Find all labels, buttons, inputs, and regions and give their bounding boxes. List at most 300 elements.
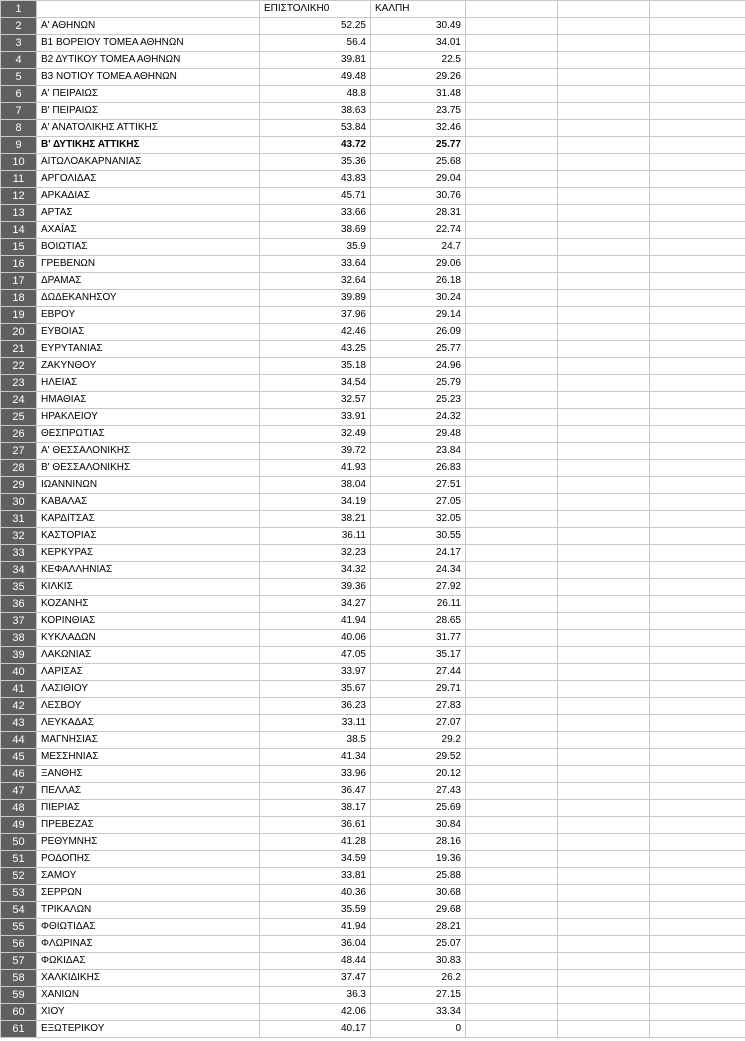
cell[interactable] <box>650 545 745 562</box>
row-header[interactable]: 61 <box>1 1021 37 1038</box>
cell[interactable] <box>466 817 558 834</box>
region-name-cell[interactable]: Β2 ΔΥΤΙΚΟΥ ΤΟΜΕΑ ΑΘΗΝΩΝ <box>37 52 260 69</box>
cell[interactable] <box>558 120 650 137</box>
row-header[interactable]: 29 <box>1 477 37 494</box>
cell[interactable] <box>650 732 745 749</box>
cell[interactable] <box>466 239 558 256</box>
cell[interactable] <box>558 647 650 664</box>
cell[interactable] <box>466 120 558 137</box>
region-name-cell[interactable]: ΛΕΥΚΑΔΑΣ <box>37 715 260 732</box>
region-name-cell[interactable]: ΔΡΑΜΑΣ <box>37 273 260 290</box>
cell[interactable] <box>466 290 558 307</box>
epistoliki-value-cell[interactable]: 34.19 <box>260 494 371 511</box>
row-header[interactable]: 27 <box>1 443 37 460</box>
row-header[interactable]: 58 <box>1 970 37 987</box>
region-name-cell[interactable]: ΗΡΑΚΛΕΙΟΥ <box>37 409 260 426</box>
row-header[interactable]: 59 <box>1 987 37 1004</box>
row-header[interactable]: 48 <box>1 800 37 817</box>
kalpi-value-cell[interactable]: 30.49 <box>371 18 466 35</box>
cell[interactable] <box>466 409 558 426</box>
cell[interactable] <box>650 52 745 69</box>
cell[interactable] <box>466 919 558 936</box>
cell[interactable] <box>466 613 558 630</box>
epistoliki-value-cell[interactable]: 36.47 <box>260 783 371 800</box>
kalpi-value-cell[interactable]: 25.79 <box>371 375 466 392</box>
epistoliki-value-cell[interactable]: 47.05 <box>260 647 371 664</box>
cell[interactable] <box>650 596 745 613</box>
kalpi-value-cell[interactable]: 26.2 <box>371 970 466 987</box>
row-header[interactable]: 11 <box>1 171 37 188</box>
region-name-cell[interactable]: ΧΑΝΙΩΝ <box>37 987 260 1004</box>
region-name-cell[interactable]: Β' ΠΕΙΡΑΙΩΣ <box>37 103 260 120</box>
cell[interactable] <box>466 732 558 749</box>
kalpi-value-cell[interactable]: 32.46 <box>371 120 466 137</box>
row-header[interactable]: 18 <box>1 290 37 307</box>
epistoliki-value-cell[interactable]: 40.17 <box>260 1021 371 1038</box>
cell[interactable] <box>650 324 745 341</box>
region-name-cell[interactable]: Β' ΘΕΣΣΑΛΟΝΙΚΗΣ <box>37 460 260 477</box>
kalpi-value-cell[interactable]: 29.71 <box>371 681 466 698</box>
row-header[interactable]: 55 <box>1 919 37 936</box>
cell[interactable] <box>650 460 745 477</box>
kalpi-value-cell[interactable]: 30.55 <box>371 528 466 545</box>
cell[interactable] <box>558 987 650 1004</box>
cell[interactable] <box>650 18 745 35</box>
row-header[interactable]: 37 <box>1 613 37 630</box>
kalpi-value-cell[interactable]: 27.07 <box>371 715 466 732</box>
region-name-cell[interactable]: Β' ΔΥΤΙΚΗΣ ΑΤΤΙΚΗΣ <box>37 137 260 154</box>
cell[interactable] <box>650 290 745 307</box>
cell[interactable] <box>650 817 745 834</box>
row-header[interactable]: 54 <box>1 902 37 919</box>
row-header[interactable]: 42 <box>1 698 37 715</box>
row-header[interactable]: 2 <box>1 18 37 35</box>
row-header[interactable]: 12 <box>1 188 37 205</box>
kalpi-value-cell[interactable]: 30.83 <box>371 953 466 970</box>
epistoliki-value-cell[interactable]: 33.91 <box>260 409 371 426</box>
cell[interactable] <box>558 681 650 698</box>
epistoliki-value-cell[interactable]: 35.18 <box>260 358 371 375</box>
cell[interactable] <box>558 511 650 528</box>
cell[interactable] <box>558 375 650 392</box>
kalpi-value-cell[interactable]: 25.23 <box>371 392 466 409</box>
region-name-cell[interactable]: ΧΙΟΥ <box>37 1004 260 1021</box>
cell[interactable] <box>466 494 558 511</box>
epistoliki-value-cell[interactable]: 36.23 <box>260 698 371 715</box>
cell[interactable] <box>650 1004 745 1021</box>
cell[interactable] <box>558 341 650 358</box>
cell[interactable] <box>650 154 745 171</box>
region-name-cell[interactable]: ΡΟΔΟΠΗΣ <box>37 851 260 868</box>
cell[interactable] <box>650 613 745 630</box>
kalpi-value-cell[interactable]: 29.04 <box>371 171 466 188</box>
region-name-cell[interactable]: ΜΑΓΝΗΣΙΑΣ <box>37 732 260 749</box>
kalpi-value-cell[interactable]: 29.68 <box>371 902 466 919</box>
epistoliki-value-cell[interactable]: 38.17 <box>260 800 371 817</box>
kalpi-value-cell[interactable]: 26.83 <box>371 460 466 477</box>
epistoliki-value-cell[interactable]: 33.81 <box>260 868 371 885</box>
region-name-cell[interactable]: ΕΥΒΟΙΑΣ <box>37 324 260 341</box>
cell[interactable] <box>558 545 650 562</box>
cell[interactable] <box>558 902 650 919</box>
epistoliki-value-cell[interactable]: 38.63 <box>260 103 371 120</box>
kalpi-value-cell[interactable]: 28.16 <box>371 834 466 851</box>
row-header[interactable]: 31 <box>1 511 37 528</box>
region-name-cell[interactable]: ΑΧΑΪΑΣ <box>37 222 260 239</box>
row-header[interactable]: 6 <box>1 86 37 103</box>
cell[interactable] <box>650 562 745 579</box>
cell[interactable] <box>650 86 745 103</box>
row-header[interactable]: 60 <box>1 1004 37 1021</box>
kalpi-value-cell[interactable]: 22.5 <box>371 52 466 69</box>
kalpi-value-cell[interactable]: 30.24 <box>371 290 466 307</box>
epistoliki-value-cell[interactable]: 34.27 <box>260 596 371 613</box>
region-name-cell[interactable]: ΠΡΕΒΕΖΑΣ <box>37 817 260 834</box>
cell[interactable] <box>466 851 558 868</box>
epistoliki-value-cell[interactable]: 35.36 <box>260 154 371 171</box>
cell[interactable] <box>466 1004 558 1021</box>
epistoliki-value-cell[interactable]: 48.44 <box>260 953 371 970</box>
cell[interactable] <box>650 341 745 358</box>
row-header[interactable]: 16 <box>1 256 37 273</box>
cell[interactable] <box>466 256 558 273</box>
region-name-cell[interactable]: ΛΕΣΒΟΥ <box>37 698 260 715</box>
cell[interactable] <box>466 749 558 766</box>
region-name-cell[interactable]: ΑΡΤΑΣ <box>37 205 260 222</box>
row-header[interactable]: 14 <box>1 222 37 239</box>
epistoliki-value-cell[interactable]: 38.21 <box>260 511 371 528</box>
cell[interactable] <box>650 664 745 681</box>
cell[interactable] <box>650 205 745 222</box>
row-header[interactable]: 45 <box>1 749 37 766</box>
cell[interactable] <box>558 1 650 18</box>
cell[interactable] <box>466 137 558 154</box>
cell[interactable] <box>650 222 745 239</box>
cell[interactable] <box>558 800 650 817</box>
cell[interactable] <box>466 307 558 324</box>
row-header[interactable]: 49 <box>1 817 37 834</box>
cell[interactable] <box>558 613 650 630</box>
kalpi-value-cell[interactable]: 27.83 <box>371 698 466 715</box>
cell[interactable] <box>558 1021 650 1038</box>
cell[interactable] <box>466 987 558 1004</box>
region-name-cell[interactable]: ΑΙΤΩΛΟΑΚΑΡΝΑΝΙΑΣ <box>37 154 260 171</box>
cell[interactable] <box>558 392 650 409</box>
row-header[interactable]: 20 <box>1 324 37 341</box>
cell[interactable] <box>466 936 558 953</box>
cell[interactable] <box>466 358 558 375</box>
cell[interactable] <box>558 460 650 477</box>
cell[interactable] <box>650 188 745 205</box>
region-name-cell[interactable]: ΠΕΛΛΑΣ <box>37 783 260 800</box>
cell[interactable] <box>650 69 745 86</box>
epistoliki-value-cell[interactable]: 34.54 <box>260 375 371 392</box>
cell[interactable] <box>650 103 745 120</box>
cell[interactable] <box>466 171 558 188</box>
column-header-kalpi[interactable]: ΚΑΛΠΗ <box>371 1 466 18</box>
kalpi-value-cell[interactable]: 28.31 <box>371 205 466 222</box>
cell[interactable] <box>650 800 745 817</box>
cell[interactable] <box>466 392 558 409</box>
epistoliki-value-cell[interactable]: 56.4 <box>260 35 371 52</box>
kalpi-value-cell[interactable]: 24.32 <box>371 409 466 426</box>
cell[interactable] <box>466 579 558 596</box>
row-header[interactable]: 26 <box>1 426 37 443</box>
cell[interactable] <box>466 324 558 341</box>
cell[interactable] <box>650 35 745 52</box>
region-name-cell[interactable]: Α' ΘΕΣΣΑΛΟΝΙΚΗΣ <box>37 443 260 460</box>
cell[interactable] <box>650 528 745 545</box>
region-name-cell[interactable]: Α' ΑΝΑΤΟΛΙΚΗΣ ΑΤΤΙΚΗΣ <box>37 120 260 137</box>
row-header[interactable]: 46 <box>1 766 37 783</box>
cell[interactable] <box>558 596 650 613</box>
kalpi-value-cell[interactable]: 28.21 <box>371 919 466 936</box>
region-name-cell[interactable]: ΛΑΡΙΣΑΣ <box>37 664 260 681</box>
epistoliki-value-cell[interactable]: 53.84 <box>260 120 371 137</box>
epistoliki-value-cell[interactable]: 42.06 <box>260 1004 371 1021</box>
cell[interactable] <box>558 970 650 987</box>
cell[interactable] <box>466 460 558 477</box>
kalpi-value-cell[interactable]: 29.06 <box>371 256 466 273</box>
cell[interactable] <box>558 239 650 256</box>
kalpi-value-cell[interactable]: 24.96 <box>371 358 466 375</box>
region-name-cell[interactable]: Β3 ΝΟΤΙΟΥ ΤΟΜΕΑ ΑΘΗΝΩΝ <box>37 69 260 86</box>
row-header[interactable]: 41 <box>1 681 37 698</box>
cell[interactable] <box>466 783 558 800</box>
cell[interactable] <box>558 409 650 426</box>
epistoliki-value-cell[interactable]: 37.96 <box>260 307 371 324</box>
cell[interactable] <box>558 562 650 579</box>
epistoliki-value-cell[interactable]: 35.67 <box>260 681 371 698</box>
kalpi-value-cell[interactable]: 30.68 <box>371 885 466 902</box>
epistoliki-value-cell[interactable]: 41.28 <box>260 834 371 851</box>
region-name-cell[interactable]: ΧΑΛΚΙΔΙΚΗΣ <box>37 970 260 987</box>
cell[interactable] <box>558 205 650 222</box>
cell[interactable] <box>466 800 558 817</box>
row-header[interactable]: 10 <box>1 154 37 171</box>
cell[interactable] <box>558 783 650 800</box>
region-name-cell[interactable]: ΡΕΘΥΜΝΗΣ <box>37 834 260 851</box>
epistoliki-value-cell[interactable]: 33.66 <box>260 205 371 222</box>
region-name-cell[interactable]: ΚΟΖΑΝΗΣ <box>37 596 260 613</box>
row-header[interactable]: 40 <box>1 664 37 681</box>
kalpi-value-cell[interactable]: 29.2 <box>371 732 466 749</box>
cell[interactable] <box>650 256 745 273</box>
kalpi-value-cell[interactable]: 24.17 <box>371 545 466 562</box>
cell[interactable] <box>558 103 650 120</box>
kalpi-value-cell[interactable]: 25.69 <box>371 800 466 817</box>
region-name-cell[interactable]: Α' ΑΘΗΝΩΝ <box>37 18 260 35</box>
kalpi-value-cell[interactable]: 34.01 <box>371 35 466 52</box>
cell[interactable] <box>558 715 650 732</box>
cell[interactable] <box>558 86 650 103</box>
region-name-cell[interactable]: ΗΛΕΙΑΣ <box>37 375 260 392</box>
epistoliki-value-cell[interactable]: 41.94 <box>260 919 371 936</box>
kalpi-value-cell[interactable]: 30.76 <box>371 188 466 205</box>
cell[interactable] <box>466 222 558 239</box>
kalpi-value-cell[interactable]: 30.84 <box>371 817 466 834</box>
region-name-cell[interactable]: ΒΟΙΩΤΙΑΣ <box>37 239 260 256</box>
region-name-cell[interactable]: ΕΞΩΤΕΡΙΚΟΥ <box>37 1021 260 1038</box>
epistoliki-value-cell[interactable]: 32.57 <box>260 392 371 409</box>
cell[interactable] <box>650 834 745 851</box>
cell[interactable] <box>466 902 558 919</box>
epistoliki-value-cell[interactable]: 38.5 <box>260 732 371 749</box>
kalpi-value-cell[interactable]: 23.84 <box>371 443 466 460</box>
epistoliki-value-cell[interactable]: 35.9 <box>260 239 371 256</box>
cell[interactable] <box>650 409 745 426</box>
epistoliki-value-cell[interactable]: 40.36 <box>260 885 371 902</box>
kalpi-value-cell[interactable]: 25.88 <box>371 868 466 885</box>
region-name-cell[interactable]: ΚΑΒΑΛΑΣ <box>37 494 260 511</box>
cell[interactable] <box>558 936 650 953</box>
cell[interactable] <box>466 375 558 392</box>
region-name-cell[interactable]: ΔΩΔΕΚΑΝΗΣΟΥ <box>37 290 260 307</box>
cell[interactable] <box>558 664 650 681</box>
cell[interactable] <box>558 732 650 749</box>
cell[interactable] <box>558 222 650 239</box>
epistoliki-value-cell[interactable]: 33.96 <box>260 766 371 783</box>
epistoliki-value-cell[interactable]: 34.32 <box>260 562 371 579</box>
cell[interactable] <box>650 987 745 1004</box>
epistoliki-value-cell[interactable]: 33.11 <box>260 715 371 732</box>
cell[interactable] <box>558 35 650 52</box>
epistoliki-value-cell[interactable]: 35.59 <box>260 902 371 919</box>
cell[interactable] <box>466 664 558 681</box>
epistoliki-value-cell[interactable]: 41.93 <box>260 460 371 477</box>
kalpi-value-cell[interactable]: 27.05 <box>371 494 466 511</box>
cell[interactable] <box>466 868 558 885</box>
cell[interactable] <box>650 579 745 596</box>
epistoliki-value-cell[interactable]: 43.72 <box>260 137 371 154</box>
cell[interactable] <box>558 290 650 307</box>
cell[interactable] <box>558 919 650 936</box>
row-header[interactable]: 7 <box>1 103 37 120</box>
cell[interactable] <box>558 630 650 647</box>
cell[interactable] <box>466 953 558 970</box>
region-name-cell[interactable]: ΚΥΚΛΑΔΩΝ <box>37 630 260 647</box>
cell[interactable] <box>650 120 745 137</box>
region-name-cell[interactable]: ΦΘΙΩΤΙΔΑΣ <box>37 919 260 936</box>
kalpi-value-cell[interactable]: 24.7 <box>371 239 466 256</box>
cell[interactable] <box>558 18 650 35</box>
epistoliki-value-cell[interactable]: 37.47 <box>260 970 371 987</box>
row-header[interactable]: 38 <box>1 630 37 647</box>
row-header[interactable]: 13 <box>1 205 37 222</box>
cell[interactable] <box>558 868 650 885</box>
cell[interactable] <box>466 766 558 783</box>
epistoliki-value-cell[interactable]: 38.69 <box>260 222 371 239</box>
epistoliki-value-cell[interactable]: 32.23 <box>260 545 371 562</box>
region-name-cell[interactable]: ΕΒΡΟΥ <box>37 307 260 324</box>
region-name-cell[interactable]: ΣΑΜΟΥ <box>37 868 260 885</box>
kalpi-value-cell[interactable]: 29.48 <box>371 426 466 443</box>
cell[interactable] <box>466 562 558 579</box>
region-name-cell[interactable]: ΞΑΝΘΗΣ <box>37 766 260 783</box>
kalpi-value-cell[interactable]: 0 <box>371 1021 466 1038</box>
kalpi-value-cell[interactable]: 28.65 <box>371 613 466 630</box>
cell[interactable] <box>558 69 650 86</box>
row-header[interactable]: 3 <box>1 35 37 52</box>
cell[interactable] <box>466 1 558 18</box>
kalpi-value-cell[interactable]: 29.26 <box>371 69 466 86</box>
row-header[interactable]: 23 <box>1 375 37 392</box>
region-name-cell[interactable]: ΕΥΡΥΤΑΝΙΑΣ <box>37 341 260 358</box>
cell[interactable] <box>650 715 745 732</box>
row-header[interactable]: 57 <box>1 953 37 970</box>
row-header[interactable]: 47 <box>1 783 37 800</box>
region-name-cell[interactable]: ΚΕΡΚΥΡΑΣ <box>37 545 260 562</box>
cell[interactable] <box>558 137 650 154</box>
cell[interactable] <box>558 579 650 596</box>
epistoliki-value-cell[interactable]: 33.64 <box>260 256 371 273</box>
row-header[interactable]: 50 <box>1 834 37 851</box>
region-name-cell[interactable]: ΜΕΣΣΗΝΙΑΣ <box>37 749 260 766</box>
cell[interactable] <box>650 358 745 375</box>
cell[interactable] <box>650 443 745 460</box>
region-name-cell[interactable]: ΚΙΛΚΙΣ <box>37 579 260 596</box>
row-header[interactable]: 30 <box>1 494 37 511</box>
row-header[interactable]: 25 <box>1 409 37 426</box>
cell[interactable] <box>466 545 558 562</box>
row-header[interactable]: 53 <box>1 885 37 902</box>
cell[interactable] <box>650 1021 745 1038</box>
row-header[interactable]: 5 <box>1 69 37 86</box>
kalpi-value-cell[interactable]: 27.51 <box>371 477 466 494</box>
epistoliki-value-cell[interactable]: 40.06 <box>260 630 371 647</box>
row-header[interactable]: 51 <box>1 851 37 868</box>
kalpi-value-cell[interactable]: 26.11 <box>371 596 466 613</box>
region-name-cell[interactable]: ΦΩΚΙΔΑΣ <box>37 953 260 970</box>
cell[interactable] <box>558 52 650 69</box>
cell[interactable] <box>650 851 745 868</box>
cell[interactable] <box>466 426 558 443</box>
cell[interactable] <box>466 885 558 902</box>
row-header[interactable]: 39 <box>1 647 37 664</box>
cell[interactable] <box>650 936 745 953</box>
cell[interactable] <box>466 18 558 35</box>
kalpi-value-cell[interactable]: 20.12 <box>371 766 466 783</box>
cell[interactable] <box>650 647 745 664</box>
epistoliki-value-cell[interactable]: 42.46 <box>260 324 371 341</box>
cell[interactable] <box>558 885 650 902</box>
cell[interactable] <box>650 375 745 392</box>
cell[interactable] <box>466 647 558 664</box>
cell[interactable] <box>466 477 558 494</box>
kalpi-value-cell[interactable]: 29.52 <box>371 749 466 766</box>
cell[interactable] <box>466 528 558 545</box>
cell[interactable] <box>558 817 650 834</box>
row-header[interactable]: 17 <box>1 273 37 290</box>
row-header[interactable]: 28 <box>1 460 37 477</box>
region-name-cell[interactable]: ΙΩΑΝΝΙΝΩΝ <box>37 477 260 494</box>
cell[interactable] <box>37 1 260 18</box>
epistoliki-value-cell[interactable]: 32.49 <box>260 426 371 443</box>
region-name-cell[interactable]: Β1 ΒΟΡΕΙΟΥ ΤΟΜΕΑ ΑΘΗΝΩΝ <box>37 35 260 52</box>
cell[interactable] <box>650 426 745 443</box>
epistoliki-value-cell[interactable]: 49.48 <box>260 69 371 86</box>
cell[interactable] <box>650 273 745 290</box>
cell[interactable] <box>466 681 558 698</box>
region-name-cell[interactable]: ΖΑΚΥΝΘΟΥ <box>37 358 260 375</box>
cell[interactable] <box>650 970 745 987</box>
cell[interactable] <box>466 52 558 69</box>
cell[interactable] <box>650 239 745 256</box>
kalpi-value-cell[interactable]: 25.68 <box>371 154 466 171</box>
kalpi-value-cell[interactable]: 19.36 <box>371 851 466 868</box>
cell[interactable] <box>558 953 650 970</box>
region-name-cell[interactable]: ΚΑΡΔΙΤΣΑΣ <box>37 511 260 528</box>
